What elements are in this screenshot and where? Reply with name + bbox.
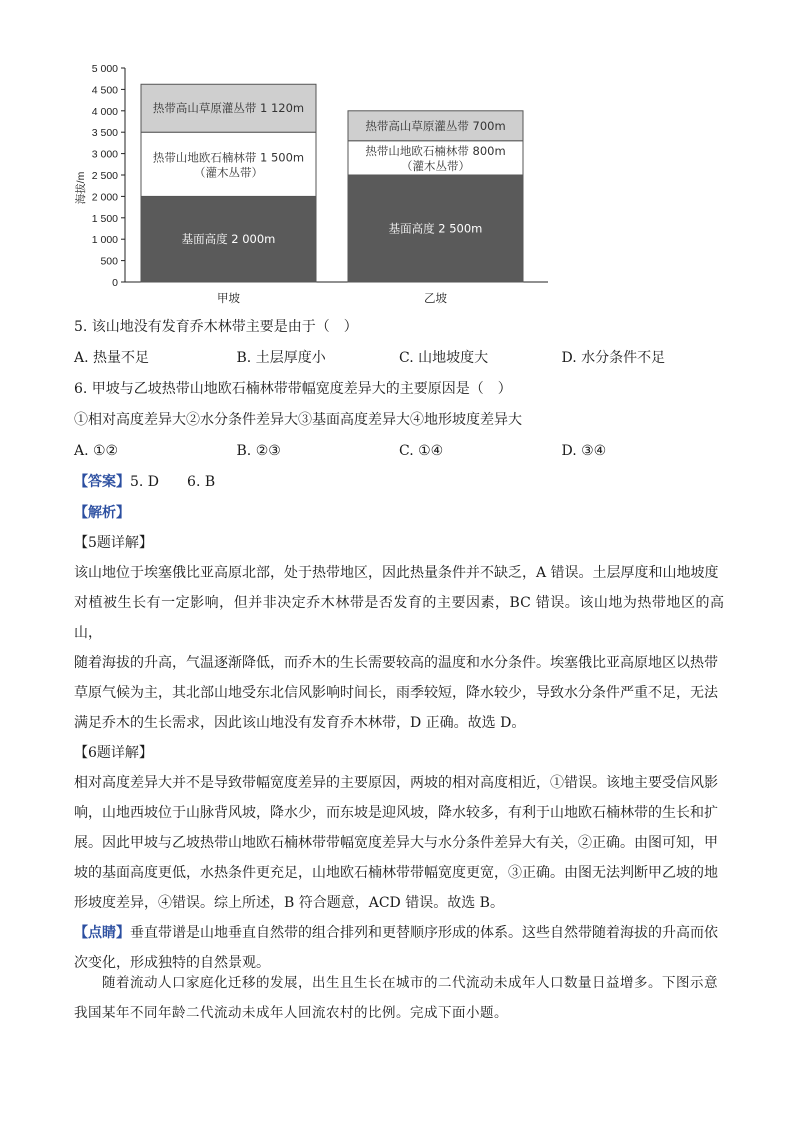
point-text: 垂直带谱是山地垂直自然带的组合排列和更替顺序形成的体系。这些自然带随着海拔的升高而依 (130, 925, 718, 941)
d5-line: 对植被生长有一定影响，但并非决定乔木林带是否发育的主要因素，BC 错误。该山地为热带地区的高山， (74, 595, 724, 641)
d6-line: 响，山地西坡位于山脉背风坡，降水少，而东坡是迎风坡，降水较多，有利于山地欧石楠林带的生长和扩 (74, 805, 718, 821)
d5-line: 随着海拔的升高，气温逐渐降低，而乔木的生长需要较高的温度和水分条件。埃塞俄比亚高原地区以热带 (74, 655, 718, 671)
q6-option-a[interactable]: A. ①② (74, 443, 119, 459)
intro-line: 我国某年不同年龄二代流动未成年人回流农村的比例。完成下面小题。 (74, 1005, 508, 1021)
d5-title: 【5题详解】 (74, 535, 153, 551)
segment-label: 热带山地欧石楠林带 800m (365, 143, 506, 158)
segment-label: 热带高山草原灌丛带 700m (365, 118, 506, 133)
q5-option-c[interactable]: C. 山地坡度大 (399, 350, 489, 366)
y-tick-label: 5 000 (91, 63, 118, 75)
y-tick-label: 2 500 (91, 170, 118, 182)
q6-stem: 6. 甲坡与乙坡热带山地欧石楠林带带幅宽度差异大的主要原因是（ ） (74, 381, 512, 397)
altitude-chart (70, 58, 560, 308)
q5-option-b[interactable]: B. 土层厚度小 (236, 350, 326, 366)
q6-choices: ①相对高度差异大②水分条件差异大③基面高度差异大④地形坡度差异大 (74, 412, 522, 428)
segment-label: 基面高度 2 000m (181, 232, 276, 247)
segment-sublabel: （灌木丛带） (401, 158, 470, 173)
q6-options (74, 436, 724, 467)
chart-svg (70, 58, 560, 308)
point-line (74, 918, 724, 948)
y-tick-label: 0 (112, 277, 118, 289)
segment-label: 热带高山草原灌丛带 1 120m (152, 101, 305, 116)
d5-line: 该山地位于埃塞俄比亚高原北部，处于热带地区，因此热量条件并不缺乏，A 错误。土层厚度和山地坡度 (74, 565, 719, 581)
d6-title: 【6题详解】 (74, 745, 153, 761)
point-tag: 【点睛】 (74, 925, 130, 941)
y-tick-label: 1 500 (91, 212, 118, 225)
y-tick-label: 2 000 (91, 191, 118, 204)
y-tick-label: 500 (100, 255, 118, 268)
y-tick-label: 3 500 (91, 127, 118, 140)
category-label: 乙坡 (424, 291, 447, 305)
answer-tag: 【答案】 (74, 474, 130, 490)
q5-option-a[interactable]: A. 热量不足 (74, 350, 150, 366)
q6-option-c[interactable]: C. ①④ (399, 443, 444, 459)
y-axis-label: 海拔/m (75, 171, 87, 205)
intro-line: 随着流动人口家庭化迁移的发展，出生且生长在城市的二代流动未成年人口数量日益增多。下图示意 (102, 975, 718, 991)
segment-sublabel: （灌木丛带） (194, 165, 263, 180)
d6-line: 展。因此甲坡与乙坡热带山地欧石楠林带带幅宽度差异大与水分条件差异大有关，②正确。由图可知，甲 (74, 835, 718, 851)
d6-line: 相对高度差异大并不是导致带幅宽度差异的主要原因，两坡的相对高度相近，①错误。该地主要受信风影 (74, 775, 718, 791)
d5-line: 满足乔木的生长需求，因此该山地没有发育乔木林带，D 正确。故选 D。 (74, 715, 526, 731)
category-label: 甲坡 (217, 291, 240, 305)
next-question-intro (74, 968, 724, 1028)
y-tick-label: 4 000 (91, 105, 118, 118)
question-content (74, 312, 724, 978)
q5-stem: 5. 该山地没有发育乔木林带主要是由于（ ） (74, 319, 358, 335)
y-tick-label: 3 000 (91, 148, 118, 161)
segment-label: 基面高度 2 500m (388, 221, 483, 236)
segment-label: 热带山地欧石楠林带 1 500m (152, 150, 305, 165)
q5-option-d[interactable]: D. 水分条件不足 (561, 350, 666, 366)
y-tick-label: 1 000 (91, 234, 118, 247)
q5-options (74, 343, 724, 374)
y-tick-label: 4 500 (91, 84, 118, 97)
q6-option-b[interactable]: B. ②③ (236, 443, 281, 459)
q6-option-d[interactable]: D. ③④ (561, 443, 607, 459)
answer-text: 5. D 6. B (130, 474, 216, 490)
d6-line: 坡的基面高度更低，水热条件更充足，山地欧石楠林带带幅宽度更宽，③正确。由图无法判断甲乙坡的地 (74, 865, 718, 881)
answer-line (74, 467, 724, 498)
analysis-tag: 【解析】 (74, 505, 130, 521)
d5-line: 草原气候为主，其北部山地受东北信风影响时间长，雨季较短，降水较少，导致水分条件严重不足，无法 (74, 685, 718, 701)
analysis-heading (74, 498, 724, 528)
point-line: 次变化，形成独特的自然景观。 (74, 955, 270, 971)
d6-line: 形坡度差异，④错误。综上所述，B 符合题意，ACD 错误。故选 B。 (74, 895, 504, 911)
